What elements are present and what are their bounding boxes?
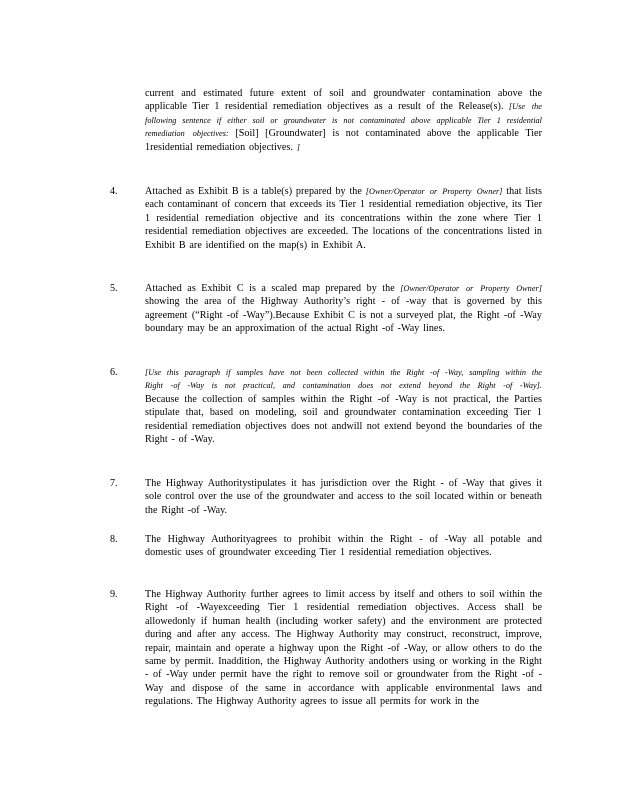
paragraph-number: 7. bbox=[110, 478, 118, 489]
paragraph-text: that lists each contaminant of concern that exceeds its Tier 1 residential remediation objective, its Tier 1 residential remediation objective and its concentrations within the zone where Tier 1 residential remediation objectives are exceeded. The locations of the concentrations listed in Exhibit B are identified on the map(s) in Exhibit A. bbox=[145, 186, 542, 251]
paragraph-instruction-text: [Use this paragraph if samples have not been collected within the Right -of -Way, sampling within the Right -of -Way is not practical, and contamination does not extend beyond the Right -of -Way]. bbox=[145, 368, 542, 391]
paragraph-text: The Highway Authorityagrees to prohibit within the Right - of -Way all potable and domestic uses of groundwater exceeding Tier 1 residential remediation objectives. bbox=[145, 534, 542, 559]
paragraph-instruction-text: [Owner/Operator or Property Owner] bbox=[400, 284, 542, 293]
paragraph-text: The Highway Authoritystipulates it has jurisdiction over the Right - of -Way that gives it sole control over the use of the groundwater and access to the soil located within or beneath the Right -of -Way. bbox=[145, 478, 542, 516]
paragraph-number: 4. bbox=[110, 186, 118, 197]
paragraph-text: Because the collection of samples within the Right -of -Way is not practical, the Parties stipulate that, based on modeling, soil and groundwater contamination exceeding Tier 1 residential remediation objectives does not andwill not extend beyond the boundaries of the Right - of -Way. bbox=[145, 393, 542, 446]
paragraph-9 bbox=[145, 588, 542, 709]
paragraph-text: current and estimated future extent of soil and groundwater contamination above the applicable Tier 1 residential remediation objectives as a result of the Release(s). bbox=[145, 88, 542, 113]
paragraph-text: Attached as Exhibit C is a scaled map prepared by the bbox=[145, 283, 401, 294]
paragraph-text: [Soil] [Groundwater] is not contaminated above the applicable Tier 1residential remediation objectives. bbox=[145, 128, 543, 153]
paragraph-8 bbox=[145, 533, 542, 560]
paragraph-7 bbox=[145, 477, 542, 517]
paragraph-5 bbox=[145, 282, 542, 336]
paragraph-text: showing the area of the Highway Authority’s right - of -way that is governed by this agreement (“Right -of -Way”).Because Exhibit C is not a surveyed plat, the Right -of -Way boundary may be an approximation of the actual Right -of -Way lines. bbox=[145, 296, 542, 335]
paragraph-continuation bbox=[145, 87, 542, 154]
paragraph-number: 6. bbox=[110, 367, 118, 378]
paragraph-number: 8. bbox=[110, 534, 118, 545]
paragraph-instruction-text: ] bbox=[296, 142, 301, 152]
paragraph-text: Attached as Exhibit B is a table(s) prepared by the bbox=[145, 186, 366, 197]
paragraph-number: 5. bbox=[110, 283, 118, 294]
paragraph-6 bbox=[145, 366, 542, 446]
paragraph-text: The Highway Authority further agrees to limit access by itself and others to soil within the Right -of -Wayexceeding Tier 1 residential remediation objectives. Access shall be allowedonly if human health (including worker safety) and the environment are protected during and after any access. The Highway Authority may construct, reconstruct, improve, repair, maintain and operate a highway upon the Right -of -Way, or allow others to do the same by permit. Inaddition, the Highway Authority andothers using or working in the Right - of -Way under permit have the right to remove soil or groundwater from the Right -of -Way and dispose of the same in accordance with applicable environmental laws and regulations. The Highway Authority agrees to issue all permits for work in the bbox=[145, 589, 542, 708]
paragraph-number: 9. bbox=[110, 589, 118, 600]
paragraph-instruction-text: [Owner/Operator or Property Owner] bbox=[365, 187, 503, 196]
paragraph-4 bbox=[145, 185, 542, 252]
paragraph-instruction-text: [Use the following sentence if either soil or groundwater is not contaminated above applicable Tier 1 residential remediation objectives: bbox=[145, 102, 542, 139]
